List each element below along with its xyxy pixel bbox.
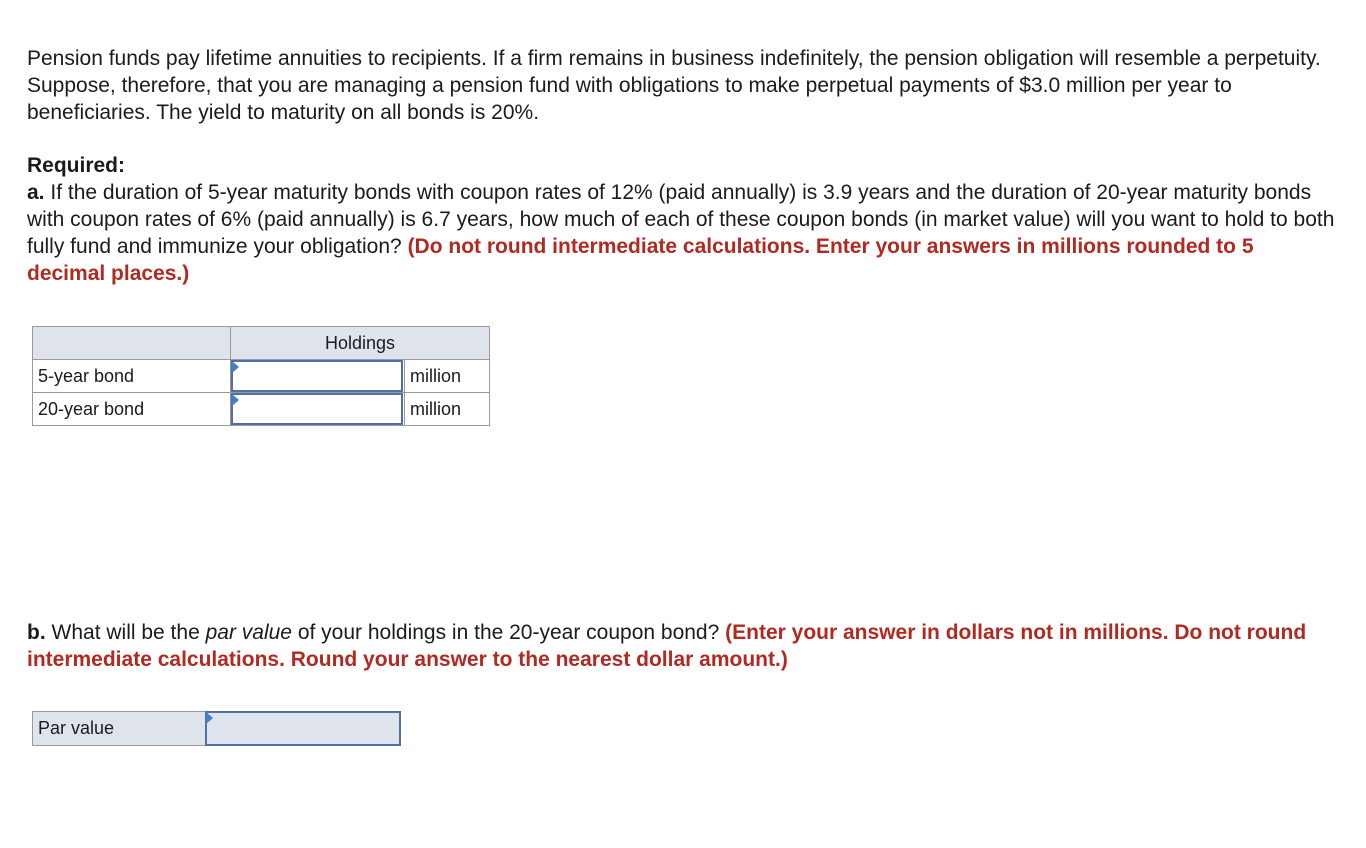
- table-row: [33, 360, 490, 393]
- par-value-label: Par value: [32, 711, 206, 746]
- unit-label: million: [405, 393, 490, 426]
- five-year-bond-holdings-input[interactable]: [231, 360, 403, 392]
- twenty-year-bond-holdings-input[interactable]: [231, 393, 403, 425]
- part-b-prefix: b.: [27, 621, 46, 644]
- row-label-20-year-bond: 20-year bond: [33, 393, 231, 426]
- part-a-prefix: a.: [27, 181, 45, 204]
- part-b-question-end: of your holdings in the 20-year coupon bond?: [297, 621, 720, 644]
- problem-intro: Pension funds pay lifetime annuities to recipients. If a firm remains in business indefinitely, the pension obligation will resemble a perpetuity. Suppose, therefore, that you are managing a pension fund with obligations to make perpetual payments of $3.0 million per year to beneficiaries. The yield to maturity on all bonds is 20%.: [27, 47, 1321, 124]
- holdings-input-cell: [231, 360, 405, 393]
- holdings-input-cell: [231, 393, 405, 426]
- par-value-input[interactable]: [205, 711, 401, 746]
- par-value-input-cell: [205, 711, 401, 746]
- holdings-column-header: Holdings: [231, 327, 490, 360]
- answer-flag-icon: [206, 712, 213, 724]
- holdings-header-row: [33, 327, 490, 360]
- row-label-5-year-bond: 5-year bond: [33, 360, 231, 393]
- part-b-question-italic: par value: [205, 621, 292, 644]
- required-section: [27, 152, 1337, 287]
- answer-flag-icon: [232, 394, 239, 406]
- part-b-instruction: (Enter your answer in dollars not in millions. Do not round intermediate calculations. Round your answer to the nearest dollar amount.): [27, 621, 1307, 671]
- par-value-row: [32, 711, 401, 746]
- part-a-instruction: (Do not round intermediate calculations. Enter your answers in millions rounded to 5 decimal places.): [27, 235, 1254, 285]
- part-b-question-start: What will be the: [51, 621, 200, 644]
- part-b-section: [27, 619, 1337, 673]
- part-a-question: If the duration of 5-year maturity bonds with coupon rates of 12% (paid annually) is 3.9 years and the duration of 20-year maturity bonds with coupon rates of 6% (paid annually) is 6.7 years, how much of each of these coupon bonds (in market value) will you want to hold to both fully fund and immunize your obligation?: [27, 181, 1335, 258]
- table-row: [33, 393, 490, 426]
- holdings-header-blank: [33, 327, 231, 360]
- unit-label: million: [405, 360, 490, 393]
- holdings-table: [32, 326, 490, 426]
- answer-flag-icon: [232, 361, 239, 373]
- required-heading: Required:: [27, 154, 126, 177]
